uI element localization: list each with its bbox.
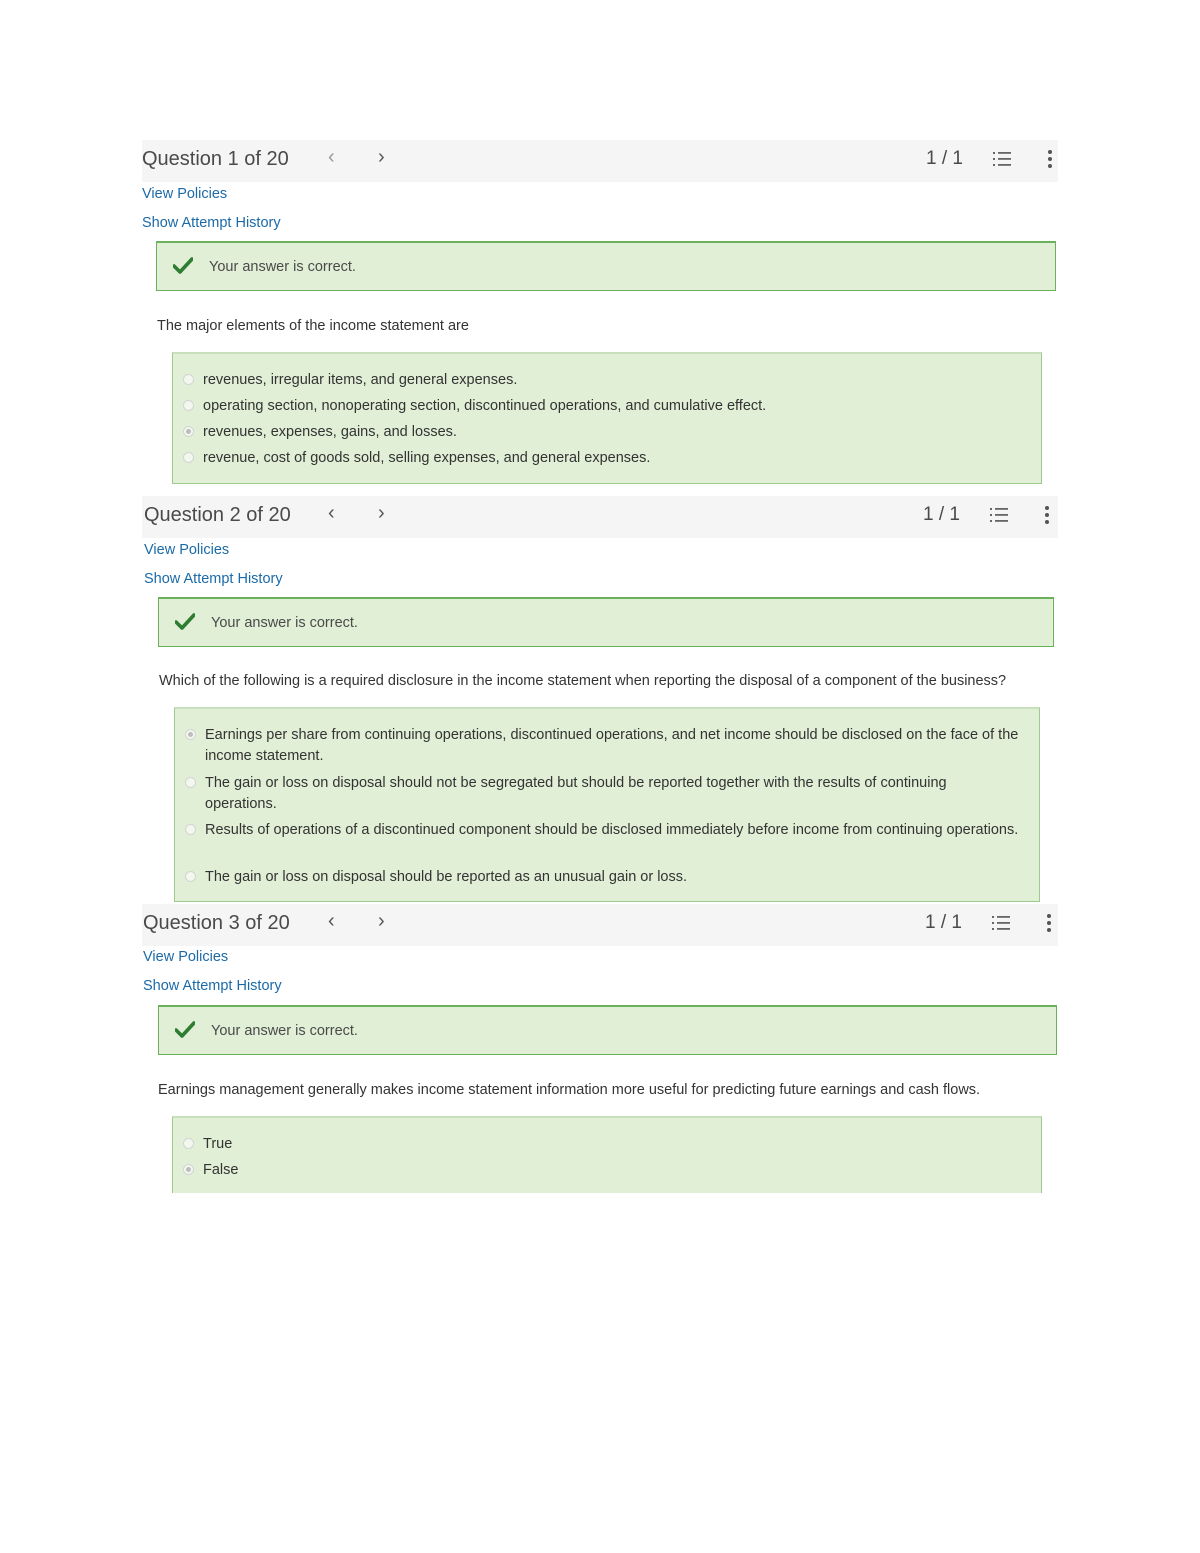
list-icon[interactable] — [989, 505, 1009, 525]
correct-answer-banner — [156, 241, 1056, 291]
feedback-text: Your answer is correct. — [211, 1023, 358, 1039]
answer-option-selected[interactable] — [183, 1160, 1021, 1181]
answer-options — [174, 707, 1040, 902]
option-label: The gain or loss on disposal should be reported as an unusual gain or loss. — [205, 869, 688, 885]
more-vertical-icon[interactable] — [1043, 504, 1051, 526]
question-score: 1 / 1 — [926, 148, 963, 169]
show-attempt-history-link[interactable]: Show Attempt History — [142, 215, 281, 231]
check-icon — [175, 1021, 195, 1039]
question-header — [142, 140, 1058, 182]
radio-button-selected[interactable] — [185, 729, 196, 740]
feedback-text: Your answer is correct. — [209, 259, 356, 275]
question-score: 1 / 1 — [925, 912, 962, 933]
check-icon — [175, 613, 195, 631]
radio-button[interactable] — [183, 452, 194, 463]
radio-button[interactable] — [185, 777, 196, 788]
question-prompt: Earnings management generally makes income statement information more useful for predicting future earnings and cash flows. — [158, 1082, 981, 1098]
answer-options — [172, 1116, 1042, 1193]
answer-options — [172, 352, 1042, 484]
list-icon[interactable] — [992, 149, 1012, 169]
answer-option-selected[interactable] — [183, 422, 1021, 443]
answer-option[interactable] — [183, 396, 1021, 417]
option-label: operating section, nonoperating section, discontinued operations, and cumulative effect. — [203, 398, 767, 414]
view-policies-link[interactable]: View Policies — [142, 186, 228, 202]
radio-button[interactable] — [185, 871, 196, 882]
view-policies-link[interactable]: View Policies — [144, 542, 230, 558]
option-label: False — [203, 1162, 239, 1178]
option-label: The gain or loss on disposal should not be segregated but should be reported together with the results of continuing operations. — [205, 775, 947, 812]
question-2 — [142, 496, 1058, 902]
next-question-button[interactable]: › — [378, 146, 385, 168]
view-policies-link[interactable]: View Policies — [143, 949, 229, 965]
answer-option[interactable] — [183, 370, 1021, 391]
question-prompt: Which of the following is a required disclosure in the income statement when reporting the disposal of a component of the business? — [159, 673, 1007, 689]
radio-button-selected[interactable] — [183, 426, 194, 437]
next-question-button[interactable]: › — [378, 502, 385, 524]
option-label: revenues, expenses, gains, and losses. — [203, 424, 457, 440]
show-attempt-history-link[interactable]: Show Attempt History — [143, 978, 282, 994]
more-vertical-icon[interactable] — [1045, 912, 1053, 934]
question-1 — [142, 128, 1058, 484]
more-vertical-icon[interactable] — [1046, 148, 1054, 170]
radio-button[interactable] — [183, 1138, 194, 1149]
previous-question-button[interactable]: ‹ — [328, 910, 335, 932]
question-score: 1 / 1 — [923, 504, 960, 525]
previous-question-button[interactable]: ‹ — [328, 146, 335, 168]
question-title: Question 2 of 20 — [144, 504, 291, 526]
option-label: Results of operations of a discontinued component should be disclosed immediately before income from continuing operations. — [205, 822, 1019, 838]
list-icon[interactable] — [991, 913, 1011, 933]
answer-option[interactable] — [183, 1134, 1021, 1155]
radio-button[interactable] — [183, 374, 194, 385]
answer-option[interactable] — [183, 448, 1021, 469]
question-prompt: The major elements of the income statement are — [157, 318, 469, 334]
question-title: Question 3 of 20 — [143, 912, 290, 934]
radio-button[interactable] — [185, 824, 196, 835]
answer-option[interactable] — [185, 773, 1019, 815]
question-title: Question 1 of 20 — [142, 148, 289, 170]
answer-option[interactable] — [185, 867, 1019, 888]
radio-button[interactable] — [183, 400, 194, 411]
feedback-text: Your answer is correct. — [211, 615, 358, 631]
option-label: True — [203, 1136, 233, 1152]
answer-option[interactable] — [185, 820, 1019, 841]
show-attempt-history-link[interactable]: Show Attempt History — [144, 571, 283, 587]
option-label: revenue, cost of goods sold, selling expenses, and general expenses. — [203, 450, 651, 466]
question-3 — [142, 904, 1058, 1193]
answer-option-selected[interactable] — [185, 725, 1019, 767]
question-header — [142, 904, 1058, 946]
correct-answer-banner — [158, 1005, 1057, 1055]
next-question-button[interactable]: › — [378, 910, 385, 932]
radio-button-selected[interactable] — [183, 1164, 194, 1175]
option-label: revenues, irregular items, and general expenses. — [203, 372, 518, 388]
check-icon — [173, 257, 193, 275]
correct-answer-banner — [158, 597, 1054, 647]
question-header — [142, 496, 1058, 538]
previous-question-button[interactable]: ‹ — [328, 502, 335, 524]
option-label: Earnings per share from continuing operations, discontinued operations, and net income should be disclosed on the face of the income statement. — [205, 727, 1019, 764]
